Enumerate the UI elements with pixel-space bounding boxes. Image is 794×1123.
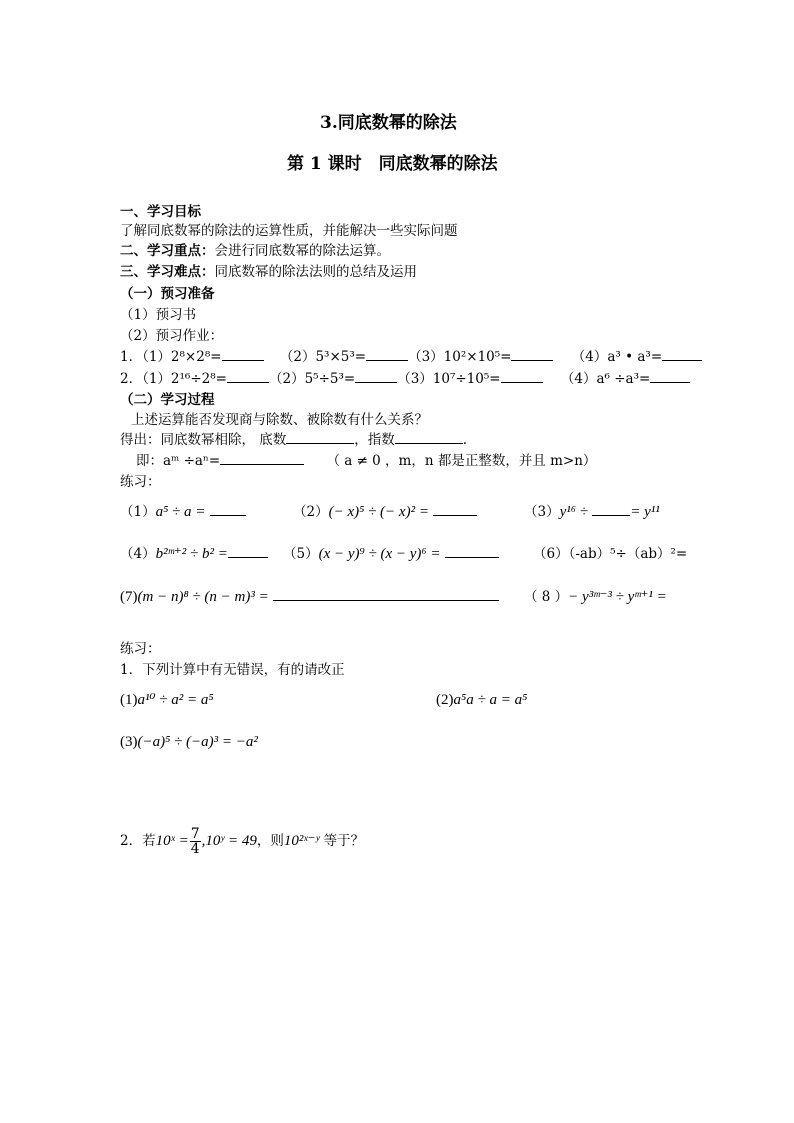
- answer-blank[interactable]: [592, 503, 630, 516]
- q2-prefix: 2．若: [120, 833, 156, 849]
- item-label: (2): [436, 692, 454, 708]
- prep-row-label: 1．: [120, 349, 143, 365]
- practice-item: [120, 545, 268, 563]
- correction-item: [120, 691, 214, 709]
- process-heading: （二）学习过程: [120, 392, 215, 408]
- item-expression: a⁵a ÷ a = a⁵: [453, 692, 528, 708]
- prep-heading: （一）预习准备: [120, 286, 215, 302]
- prep-item-1: （1）预习书: [120, 307, 197, 323]
- item-label: (1): [120, 692, 138, 708]
- item-expression: (− x)⁵ ÷ (− x)² =: [328, 504, 429, 520]
- practice-item: [120, 588, 499, 606]
- conclusion-text: 得出：同底数幂相除， 底数: [120, 432, 287, 448]
- q2-suffix: ，则: [256, 833, 284, 849]
- item-expression: y¹⁶ ÷: [559, 504, 588, 520]
- difficulty-point: [120, 263, 417, 281]
- rule-prefix: 即：aᵐ ÷aⁿ=: [136, 453, 221, 469]
- prep-exercise: （4）a⁶ ÷a³=: [560, 371, 651, 387]
- practice-item: [283, 545, 499, 563]
- rule-condition: （ a ≠ 0 ，m，n 都是正整数，并且 m>n）: [326, 453, 597, 469]
- document-subtitle: 第 1 课时 同底数幂的除法: [287, 154, 498, 174]
- fraction-denominator: 4: [190, 841, 200, 857]
- difficulty-heading: 三、学习难点：: [120, 264, 215, 280]
- correction-item: [436, 691, 527, 709]
- prep-exercise: （1）2¹⁶÷2⁸=: [142, 371, 227, 387]
- prep-exercise: （3）10⁷÷10⁵=: [397, 371, 501, 387]
- prep-item-2: （2）预习作业：: [120, 328, 224, 344]
- question-1: 1．下列计算中有无错误，有的请改正: [120, 662, 345, 678]
- process-question: 上述运算能否发现商与除数、被除数有什么关系？: [131, 412, 428, 428]
- document-title: 3.同底数幂的除法: [320, 113, 457, 133]
- practice-item: [524, 588, 667, 606]
- key-point: [120, 242, 390, 260]
- answer-blank[interactable]: [662, 348, 702, 361]
- practice-heading: 练习：: [120, 474, 161, 490]
- item-expression: a¹⁰ ÷ a² = a⁵: [137, 692, 214, 708]
- item-label: （3）: [524, 504, 560, 520]
- item-expression: − y³ᵐ⁻³ ÷ yᵐ⁺¹ =: [568, 589, 667, 605]
- answer-blank[interactable]: [222, 348, 264, 361]
- item-expression: = y¹¹: [630, 504, 660, 520]
- item-label: （4）: [120, 546, 156, 562]
- prep-row-1: [120, 348, 702, 366]
- conclusion-text: .: [462, 432, 468, 448]
- answer-blank[interactable]: [433, 503, 477, 516]
- answer-blank[interactable]: [227, 370, 269, 383]
- q2-expression: 10²ˣ⁻ʸ: [283, 833, 320, 849]
- key-heading: 二、学习重点：: [120, 243, 215, 259]
- item-label: （2）: [293, 504, 329, 520]
- item-expression: (m − n)⁸ ÷ (n − m)³ =: [137, 589, 269, 605]
- q2-end: 等于？: [323, 833, 365, 849]
- answer-blank[interactable]: [650, 370, 690, 383]
- prep-exercise: （4）a³ • a³=: [571, 349, 663, 365]
- prep-exercise: （3）10²×10⁵=: [408, 349, 512, 365]
- answer-blank[interactable]: [511, 348, 553, 361]
- answer-blank[interactable]: [210, 503, 246, 516]
- item-label: （ 8 ）: [524, 589, 569, 605]
- prep-exercise: （2）5³×5³=: [279, 349, 367, 365]
- key-text: 会进行同底数幂的除法运算。: [214, 243, 390, 259]
- prep-exercise: （1）2⁸×2⁸=: [142, 349, 222, 365]
- item-label: (7): [120, 589, 138, 605]
- practice-heading-2: 练习：: [120, 641, 161, 657]
- q2-condition: ,10ʸ = 49: [201, 833, 257, 849]
- item-label: (3): [120, 734, 138, 750]
- correction-item: [120, 733, 258, 751]
- item-expression: a⁵ ÷ a =: [155, 504, 206, 520]
- item-expression: b²ᵐ⁺² ÷ b² =: [155, 546, 228, 562]
- difficulty-text: 同底数幂的除法法则的总结及运用: [214, 264, 417, 280]
- division-rule: [136, 452, 596, 470]
- question-2: [120, 827, 364, 856]
- answer-blank[interactable]: [355, 370, 397, 383]
- goal-heading: 一、学习目标: [120, 204, 201, 220]
- item-label: （6）: [533, 546, 569, 562]
- item-expression: (−a)⁵ ÷ (−a)³ = −a²: [137, 734, 258, 750]
- answer-blank[interactable]: [445, 545, 499, 558]
- practice-item: [120, 503, 246, 521]
- prep-row-label: 2．: [120, 371, 143, 387]
- conclusion-text: ，指数: [354, 432, 395, 448]
- item-expression: （-ab）⁵÷（ab）²=: [568, 546, 688, 562]
- answer-blank[interactable]: [228, 545, 268, 558]
- practice-item: [533, 545, 687, 563]
- prep-exercise: （2）5⁵÷5³=: [268, 371, 356, 387]
- fraction-numerator: 7: [190, 826, 200, 842]
- exponent-blank[interactable]: [395, 431, 463, 444]
- item-label: （5）: [283, 546, 319, 562]
- goal-text: 了解同底数幂的除法的运算性质，并能解决一些实际问题: [120, 223, 458, 239]
- practice-item: [524, 503, 660, 521]
- q2-lhs: 10ˣ =: [155, 833, 189, 849]
- process-conclusion: [120, 431, 467, 449]
- item-expression: (x − y)⁹ ÷ (x − y)⁶ =: [318, 546, 441, 562]
- fraction: [190, 827, 201, 856]
- prep-row-2: [120, 370, 690, 388]
- rule-blank[interactable]: [220, 452, 304, 465]
- answer-blank[interactable]: [273, 588, 499, 601]
- practice-item: [293, 503, 477, 521]
- item-label: （1）: [120, 504, 156, 520]
- answer-blank[interactable]: [366, 348, 408, 361]
- base-blank[interactable]: [286, 431, 354, 444]
- answer-blank[interactable]: [501, 370, 543, 383]
